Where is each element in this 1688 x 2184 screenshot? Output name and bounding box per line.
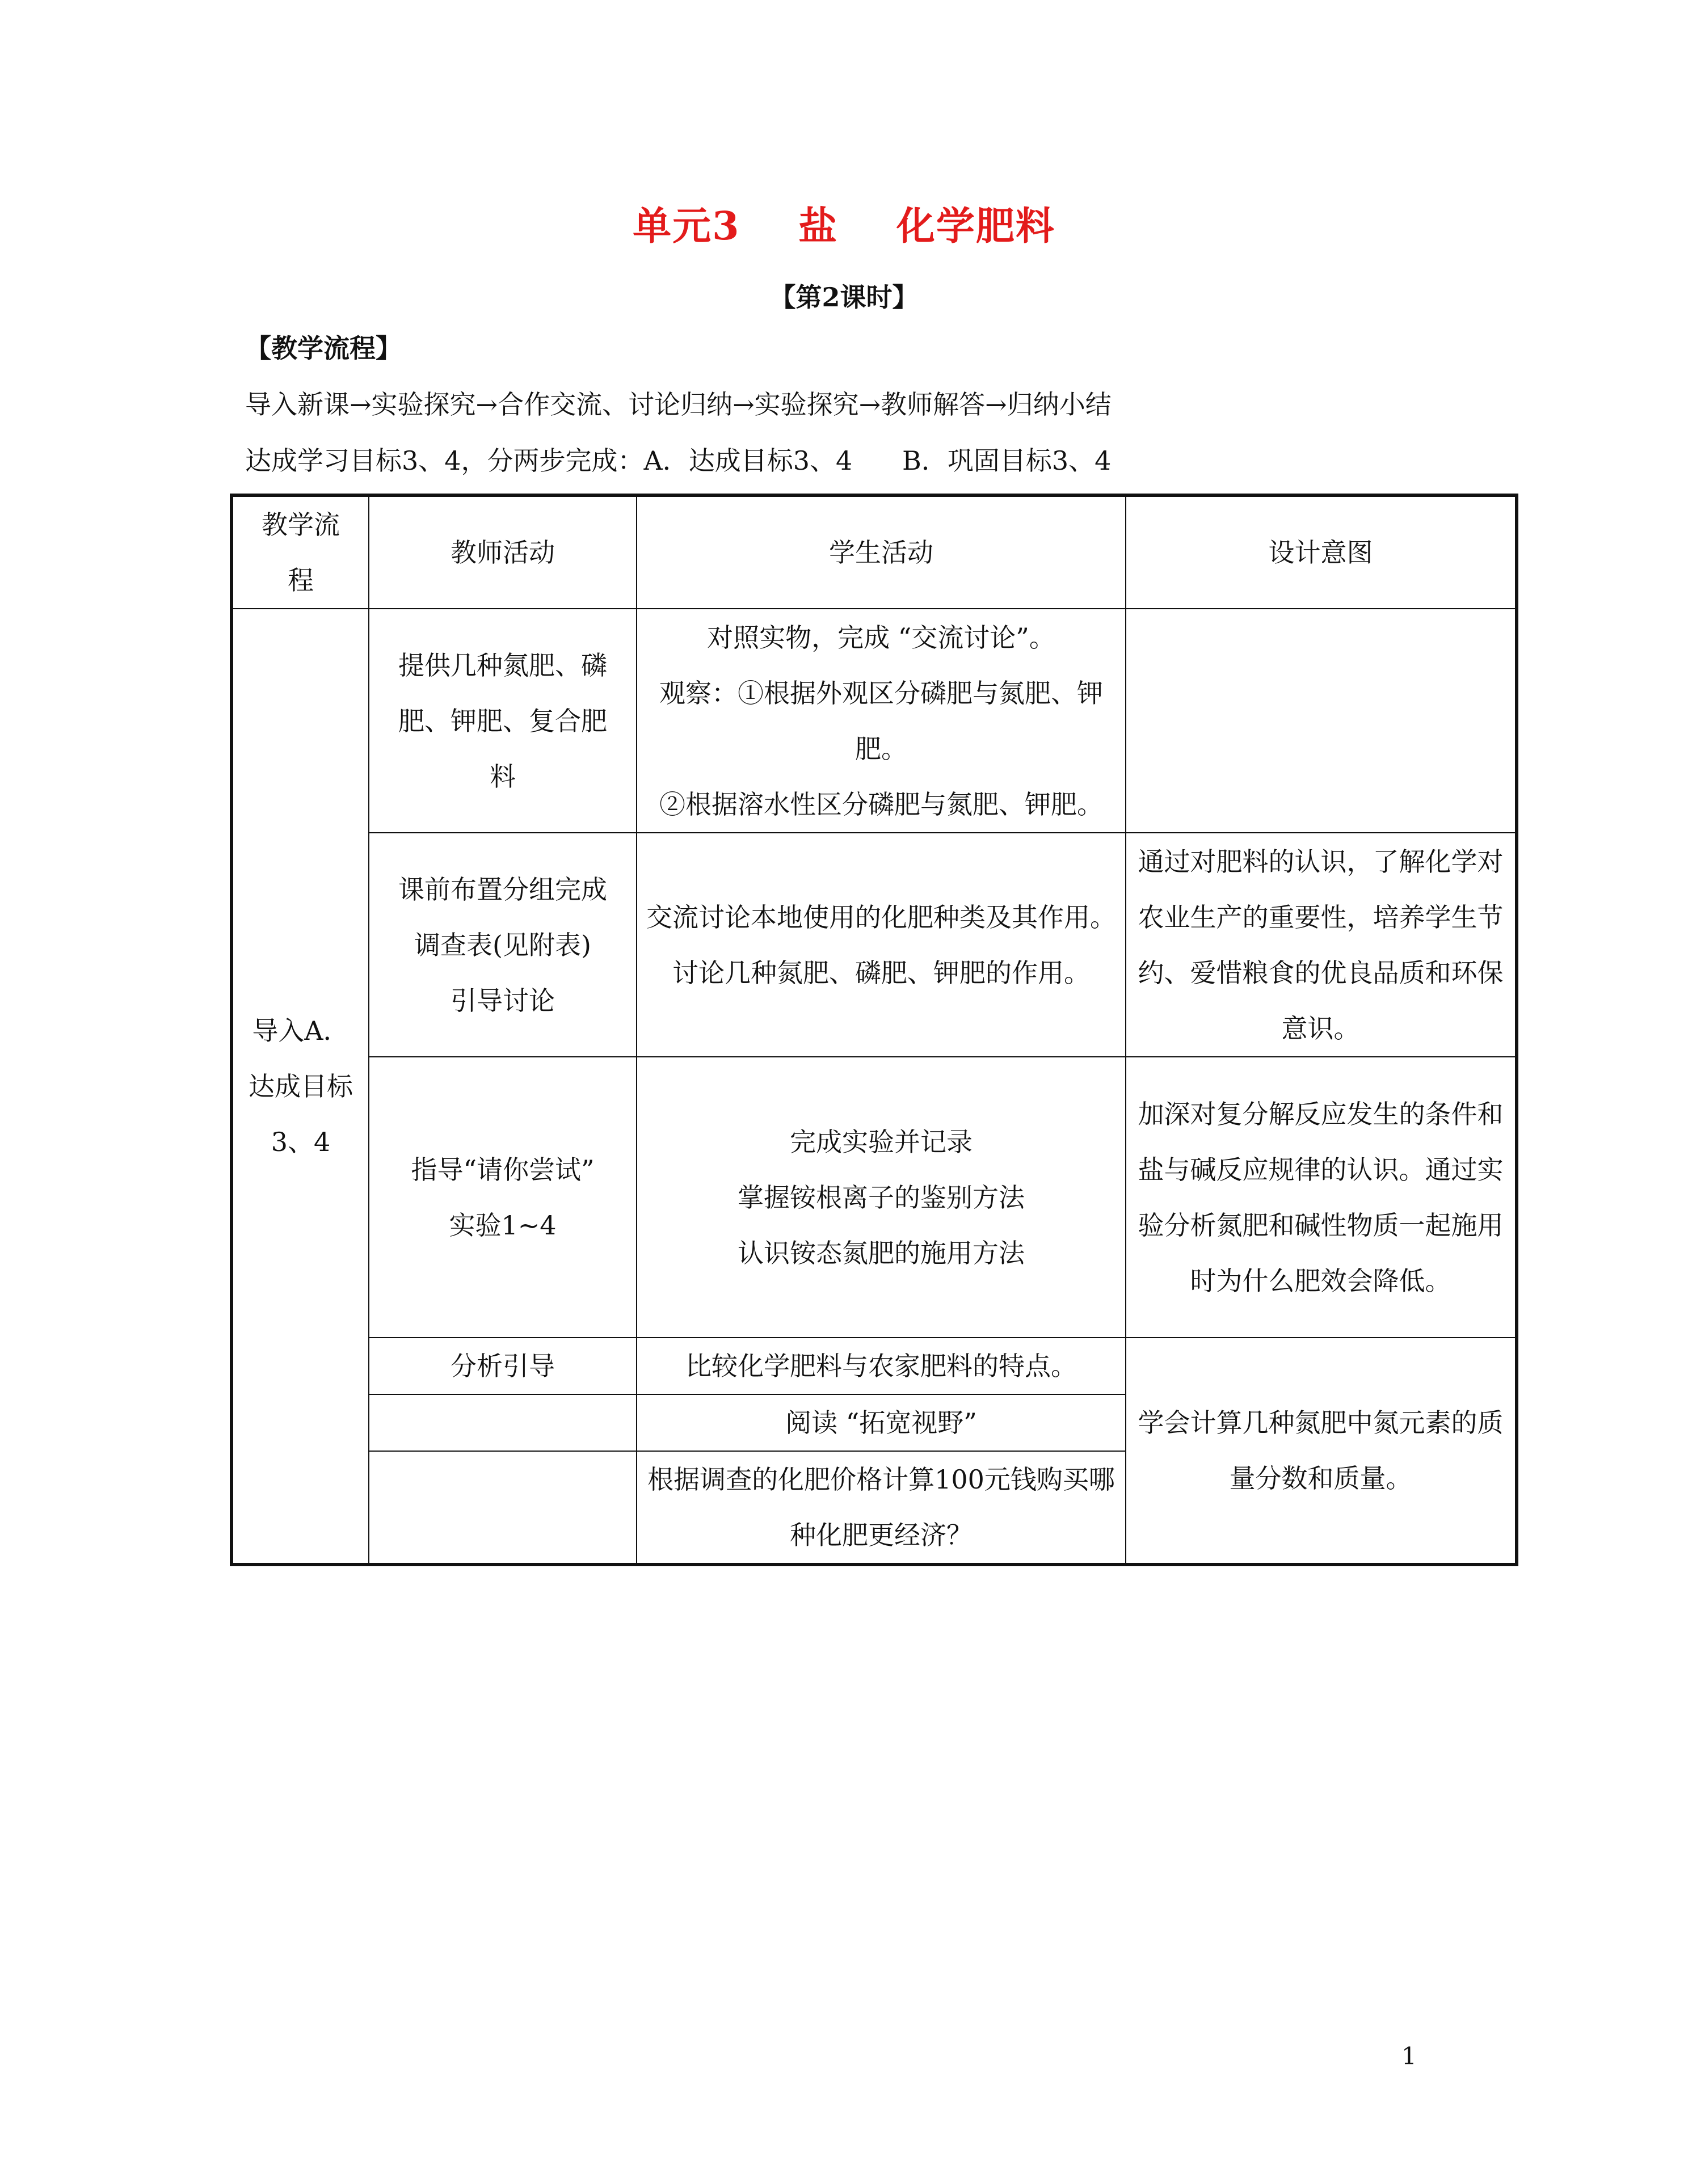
teacher-activity-cell xyxy=(369,1394,637,1451)
teacher-activity-cell: 提供几种氮肥、磷肥、钾肥、复合肥料 xyxy=(369,609,637,833)
header-teacher: 教师活动 xyxy=(369,495,637,609)
table-row xyxy=(231,609,1517,833)
design-intent-cell: 加深对复分解反应发生的条件和盐与碱反应规律的认识。通过实验分析氮肥和碱性物质一起施用时为什么肥效会降低。 xyxy=(1126,1057,1517,1338)
student-activity-line: 认识铵态氮肥的施用方法 xyxy=(738,1237,1025,1268)
header-flow: 教学流程 xyxy=(231,495,369,609)
table-row xyxy=(231,833,1517,1057)
student-activity-line: ②根据溶水性区分磷肥与氮肥、钾肥。 xyxy=(659,789,1103,820)
teacher-activity-line: 引导讨论 xyxy=(451,985,555,1016)
teacher-activity-line: 指导“请你尝试” xyxy=(411,1154,595,1185)
teacher-activity-cell xyxy=(369,833,637,1057)
teacher-activity-line: 课前布置分组完成 xyxy=(398,874,607,905)
section-heading: 【教学流程】 xyxy=(245,333,402,364)
table-header-row xyxy=(231,495,1517,609)
teacher-activity-cell xyxy=(369,1451,637,1565)
student-activity-line: 讨论几种氮肥、磷肥、钾肥的作用。 xyxy=(672,957,1090,988)
teacher-activity-line: 调查表(见附表) xyxy=(414,929,591,960)
table-row xyxy=(231,1338,1517,1394)
flow-cell: 导入A．达成目标3、4 xyxy=(231,609,369,1565)
header-intent: 设计意图 xyxy=(1126,495,1517,609)
student-activity-line: 掌握铵根离子的鉴别方法 xyxy=(738,1182,1025,1213)
student-activity-cell: 根据调查的化肥价格计算100元钱购买哪种化肥更经济？ xyxy=(637,1451,1126,1565)
teacher-activity-cell: 分析引导 xyxy=(369,1338,637,1394)
page-number: 1 xyxy=(1401,2042,1417,2070)
student-activity-cell xyxy=(637,833,1126,1057)
design-intent-cell: 通过对肥料的认识，了解化学对农业生产的重要性，培养学生节约、爱惜粮食的优良品质和环保意识。 xyxy=(1126,833,1517,1057)
design-intent-cell xyxy=(1126,609,1517,833)
flow-line: 导入新课→实验探究→合作交流、讨论归纳→实验探究→教师解答→归纳小结 xyxy=(245,389,1112,420)
student-activity-line: 完成实验并记录 xyxy=(790,1126,973,1157)
teacher-activity-cell xyxy=(369,1057,637,1338)
student-activity-cell xyxy=(637,609,1126,833)
header-student: 学生活动 xyxy=(637,495,1126,609)
goal-line: 达成学习目标3、4，分两步完成：A．达成目标3、4 B．巩固目标3、4 xyxy=(245,445,1112,476)
student-activity-line: 观察：①根据外观区分磷肥与氮肥、钾肥。 xyxy=(659,677,1103,764)
lesson-period: 【第2课时】 xyxy=(769,282,919,313)
student-activity-cell: 比较化学肥料与农家肥料的特点。 xyxy=(637,1338,1126,1394)
design-intent-cell: 学会计算几种氮肥中氮元素的质量分数和质量。 xyxy=(1126,1338,1517,1565)
student-activity-cell xyxy=(637,1057,1126,1338)
student-activity-line: 交流讨论本地使用的化肥种类及其作用。 xyxy=(646,901,1116,933)
table-row xyxy=(231,1057,1517,1338)
page-title: 单元3 盐 化学肥料 xyxy=(633,204,1055,249)
student-activity-line: 对照实物，完成 “交流讨论”。 xyxy=(707,622,1055,653)
teaching-flow-table xyxy=(230,494,1518,1566)
student-activity-cell: 阅读 “拓宽视野” xyxy=(637,1394,1126,1451)
teacher-activity-line: 实验1~4 xyxy=(449,1209,557,1241)
